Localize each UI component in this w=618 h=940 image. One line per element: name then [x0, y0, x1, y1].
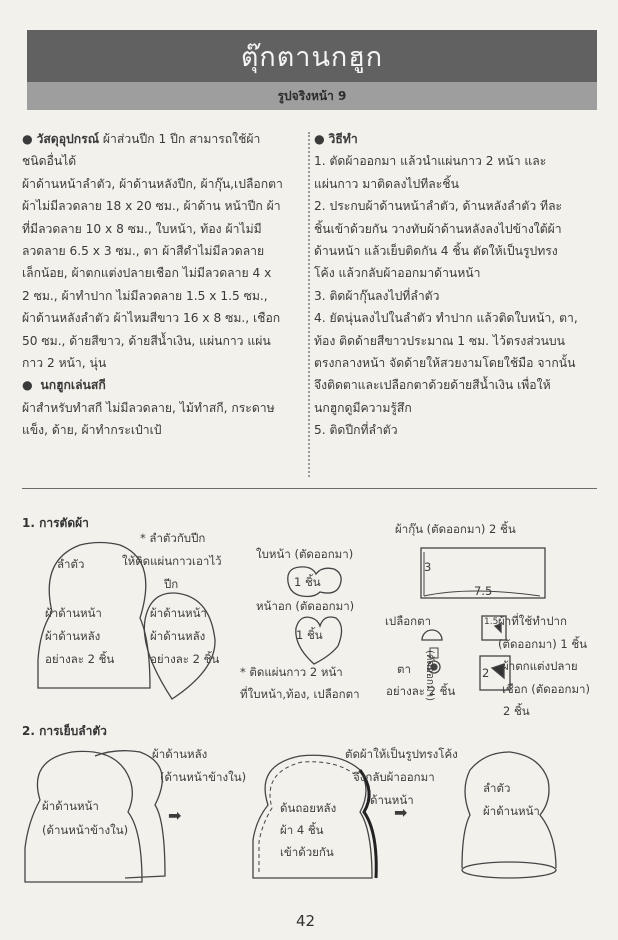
method-line: ด้านหน้า แล้วเย็บติดกัน 4 ชิ้น ตัดให้เป็นรูปทรง [314, 244, 558, 259]
glue-note: ที่ใบหน้า,ท้อง, เปลือกตา [240, 687, 360, 701]
section-sewing-title: 2. การเย็บลำตัว [22, 724, 107, 738]
sew-label: ด้นถอยหลัง [280, 801, 337, 815]
page-subtitle: รูปจริงหน้า 9 [277, 88, 347, 103]
result-label: ผ้าด้านหน้า [483, 804, 540, 818]
materials-line: ผ้าด้านหลังลำตัว ผ้าไหมสีขาว 16 x 8 ซม., เชือก [22, 311, 281, 326]
front-label: ผ้าด้านหน้า [42, 799, 99, 813]
method-line: ตรงกลางหน้า จัดด้ายให้สวยงามโดยใช้มือ จากนั้น [314, 356, 576, 371]
chest-label: หน้าอก (ตัดออกมา) [256, 599, 355, 613]
materials-line-0: ● วัสดุอุปกรณ์ ผ้าส่วนปีก 1 ปีก สามารถใช้ผ้า [22, 132, 261, 146]
front-piece-shape [25, 751, 142, 882]
method-heading: วิธีทำ [328, 132, 358, 146]
binding-width: 7.5 [474, 584, 493, 598]
result-label: ลำตัว [483, 781, 511, 795]
sew-label: ผ้า 4 ชิ้น [280, 823, 324, 837]
arrow-icon: ➡ [394, 803, 408, 822]
arrow-icon: ➡ [168, 806, 182, 825]
cut-label: จึงกลับผ้าออกมา [353, 770, 435, 784]
materials-line: ลวดลาย 6.5 x 3 ซม., ตา ผ้าสีดำไม่มีลวดลาย [22, 244, 265, 259]
method-line: 3. ติดผ้ากุ๊นลงไปที่ลำตัว [314, 288, 440, 303]
eyelid-label: เปลือกตา [385, 614, 432, 628]
front-label: (ด้านหน้าข้างใน) [42, 823, 129, 837]
face-count: 1 ชิ้น [294, 575, 321, 589]
bullet-icon: ● [22, 378, 41, 393]
chest-count: 1 ชิ้น [296, 628, 323, 642]
cut-note-vertical: (ตัดออกมา) [424, 650, 435, 702]
method-line: แผ่นกาว มาติดลงไปทีละชิ้น [314, 176, 459, 191]
back-label: ผ้าด้านหลัง [152, 747, 208, 761]
materials-line: ชนิดอื่นได้ [22, 154, 77, 169]
materials-heading: วัสดุอุปกรณ์ [36, 132, 100, 146]
eye-label: ตา [397, 662, 411, 676]
body-text: อย่างละ 2 ชิ้น [45, 652, 115, 666]
body-text: ผ้าด้านหน้า [45, 606, 102, 620]
toy-line: ผ้าสำหรับทำสกี ไม่มีลวดลาย, ไม้ทำสกี, กระดาษ [22, 400, 275, 415]
page-number: 42 [296, 912, 316, 930]
materials-line: เล็กน้อย, ผ้าตกแต่งปลายเชือก ไม่มีลวดลาย 4 x [22, 266, 272, 281]
wing-text: ผ้าด้านหลัง [150, 629, 206, 643]
method-line: 5. ติดปีกที่ลำตัว [314, 423, 398, 438]
mouth-label: (ตัดออกมา) 1 ชิ้น [498, 637, 588, 651]
method-line: 2. ประกบผ้าด้านหน้าลำตัว, ด้านหลังลำตัว ทีละ [314, 199, 563, 214]
method-line: โค้ง แล้วกลับผ้าออกมาด้านหน้า [314, 266, 481, 281]
glue-note: * ติดแผ่นกาว 2 หน้า [240, 665, 343, 679]
materials-line: กาว 2 หน้า, นุ่น [22, 356, 107, 371]
toy-line: แข็ง, ด้าย, ผ้าทำกระเป๋าเป้ [22, 423, 162, 438]
rope-size: 2 [482, 666, 490, 680]
body-label: ลำตัว [57, 557, 85, 571]
wing-note: * ลำตัวกับปีก [140, 531, 206, 545]
materials-line: ผ้าด้านหน้าลำตัว, ผ้าด้านหลังปีก, ผ้ากุ๊น,เปลือกตา [22, 176, 283, 191]
method-line: ท้อง ติดด้ายสีขาวประมาณ 1 ซม. ไว้ตรงส่วนบน [314, 333, 565, 348]
back-label: (ด้านหน้าข้างใน) [160, 770, 247, 784]
method-line: ชิ้นเข้าด้วยกัน วางทับผ้าด้านหลังลงไปข้างใต้ผ้า [314, 221, 562, 236]
rope-label: 2 ชิ้น [503, 704, 530, 718]
result-body-bottom [462, 862, 556, 878]
eye-count: อย่างละ 2 ชิ้น [386, 684, 456, 698]
binding-height: 3 [424, 560, 432, 574]
toy-heading: นกฮูกเล่นสกี [40, 378, 106, 393]
body-text: ผ้าด้านหลัง [45, 629, 101, 643]
bullet-icon: ● [22, 132, 37, 146]
method-line: จึงติดตาและเปลือกตาด้วยด้ายสีน้ำเงิน เพื่อให้ [314, 378, 551, 393]
mouth-label: ผ้าที่ใช้ทำปาก [498, 614, 567, 628]
cut-label: ตัดผ้าให้เป็นรูปทรงโค้ง [345, 747, 458, 761]
rope-label: ผ้าตกแต่งปลาย [502, 659, 578, 673]
cut-label: ด้านหน้า [370, 793, 414, 807]
materials-line: 50 ซม., ด้ายสีขาว, ด้ายสีน้ำเงิน, แผ่นกาว แผ่น [22, 333, 271, 348]
wing-note: ให้ติดแผ่นกาวเอาไว้ [122, 554, 222, 568]
materials-line: ผ้าไม่มีลวดลาย 18 x 20 ซม., ผ้าด้าน หน้าปีก ผ้า [22, 199, 281, 214]
section-cutting-title: 1. การตัดผ้า [22, 516, 89, 530]
bullet-icon: ● [314, 132, 329, 146]
sew-label: เข้าด้วยกัน [280, 845, 334, 859]
wing-label: ปีก [164, 577, 179, 591]
face-label: ใบหน้า (ตัดออกมา) [256, 547, 354, 561]
wing-text: ผ้าด้านหน้า [150, 606, 207, 620]
mouth-size: 1.5 [484, 617, 499, 627]
method-line: 4. ยัดนุ่นลงไปในลำตัว ทำปาก แล้วติดใบหน้า, ตา, [314, 311, 578, 326]
page-title: ตุ๊กตานกฮูก [240, 41, 384, 73]
eyelid-shape [422, 630, 442, 640]
wing-text: อย่างละ 2 ชิ้น [150, 652, 220, 666]
materials-line: ที่มีลวดลาย 10 x 8 ซม., ใบหน้า, ท้อง ผ้าไม่มี [22, 221, 262, 236]
method-line: นกฮูกดูมีความรู้สึก [314, 400, 412, 415]
rope-label: เชือก (ตัดออกมา) [502, 682, 590, 696]
method-line: 1. ตัดผ้าออกมา แล้วนำแผ่นกาว 2 หน้า และ [314, 154, 547, 169]
binding-label: ผ้ากุ๊น (ตัดออกมา) 2 ชิ้น [395, 522, 516, 536]
materials-line: 2 ซม., ผ้าทำปาก ไม่มีลวดลาย 1.5 x 1.5 ซม., [22, 288, 268, 303]
